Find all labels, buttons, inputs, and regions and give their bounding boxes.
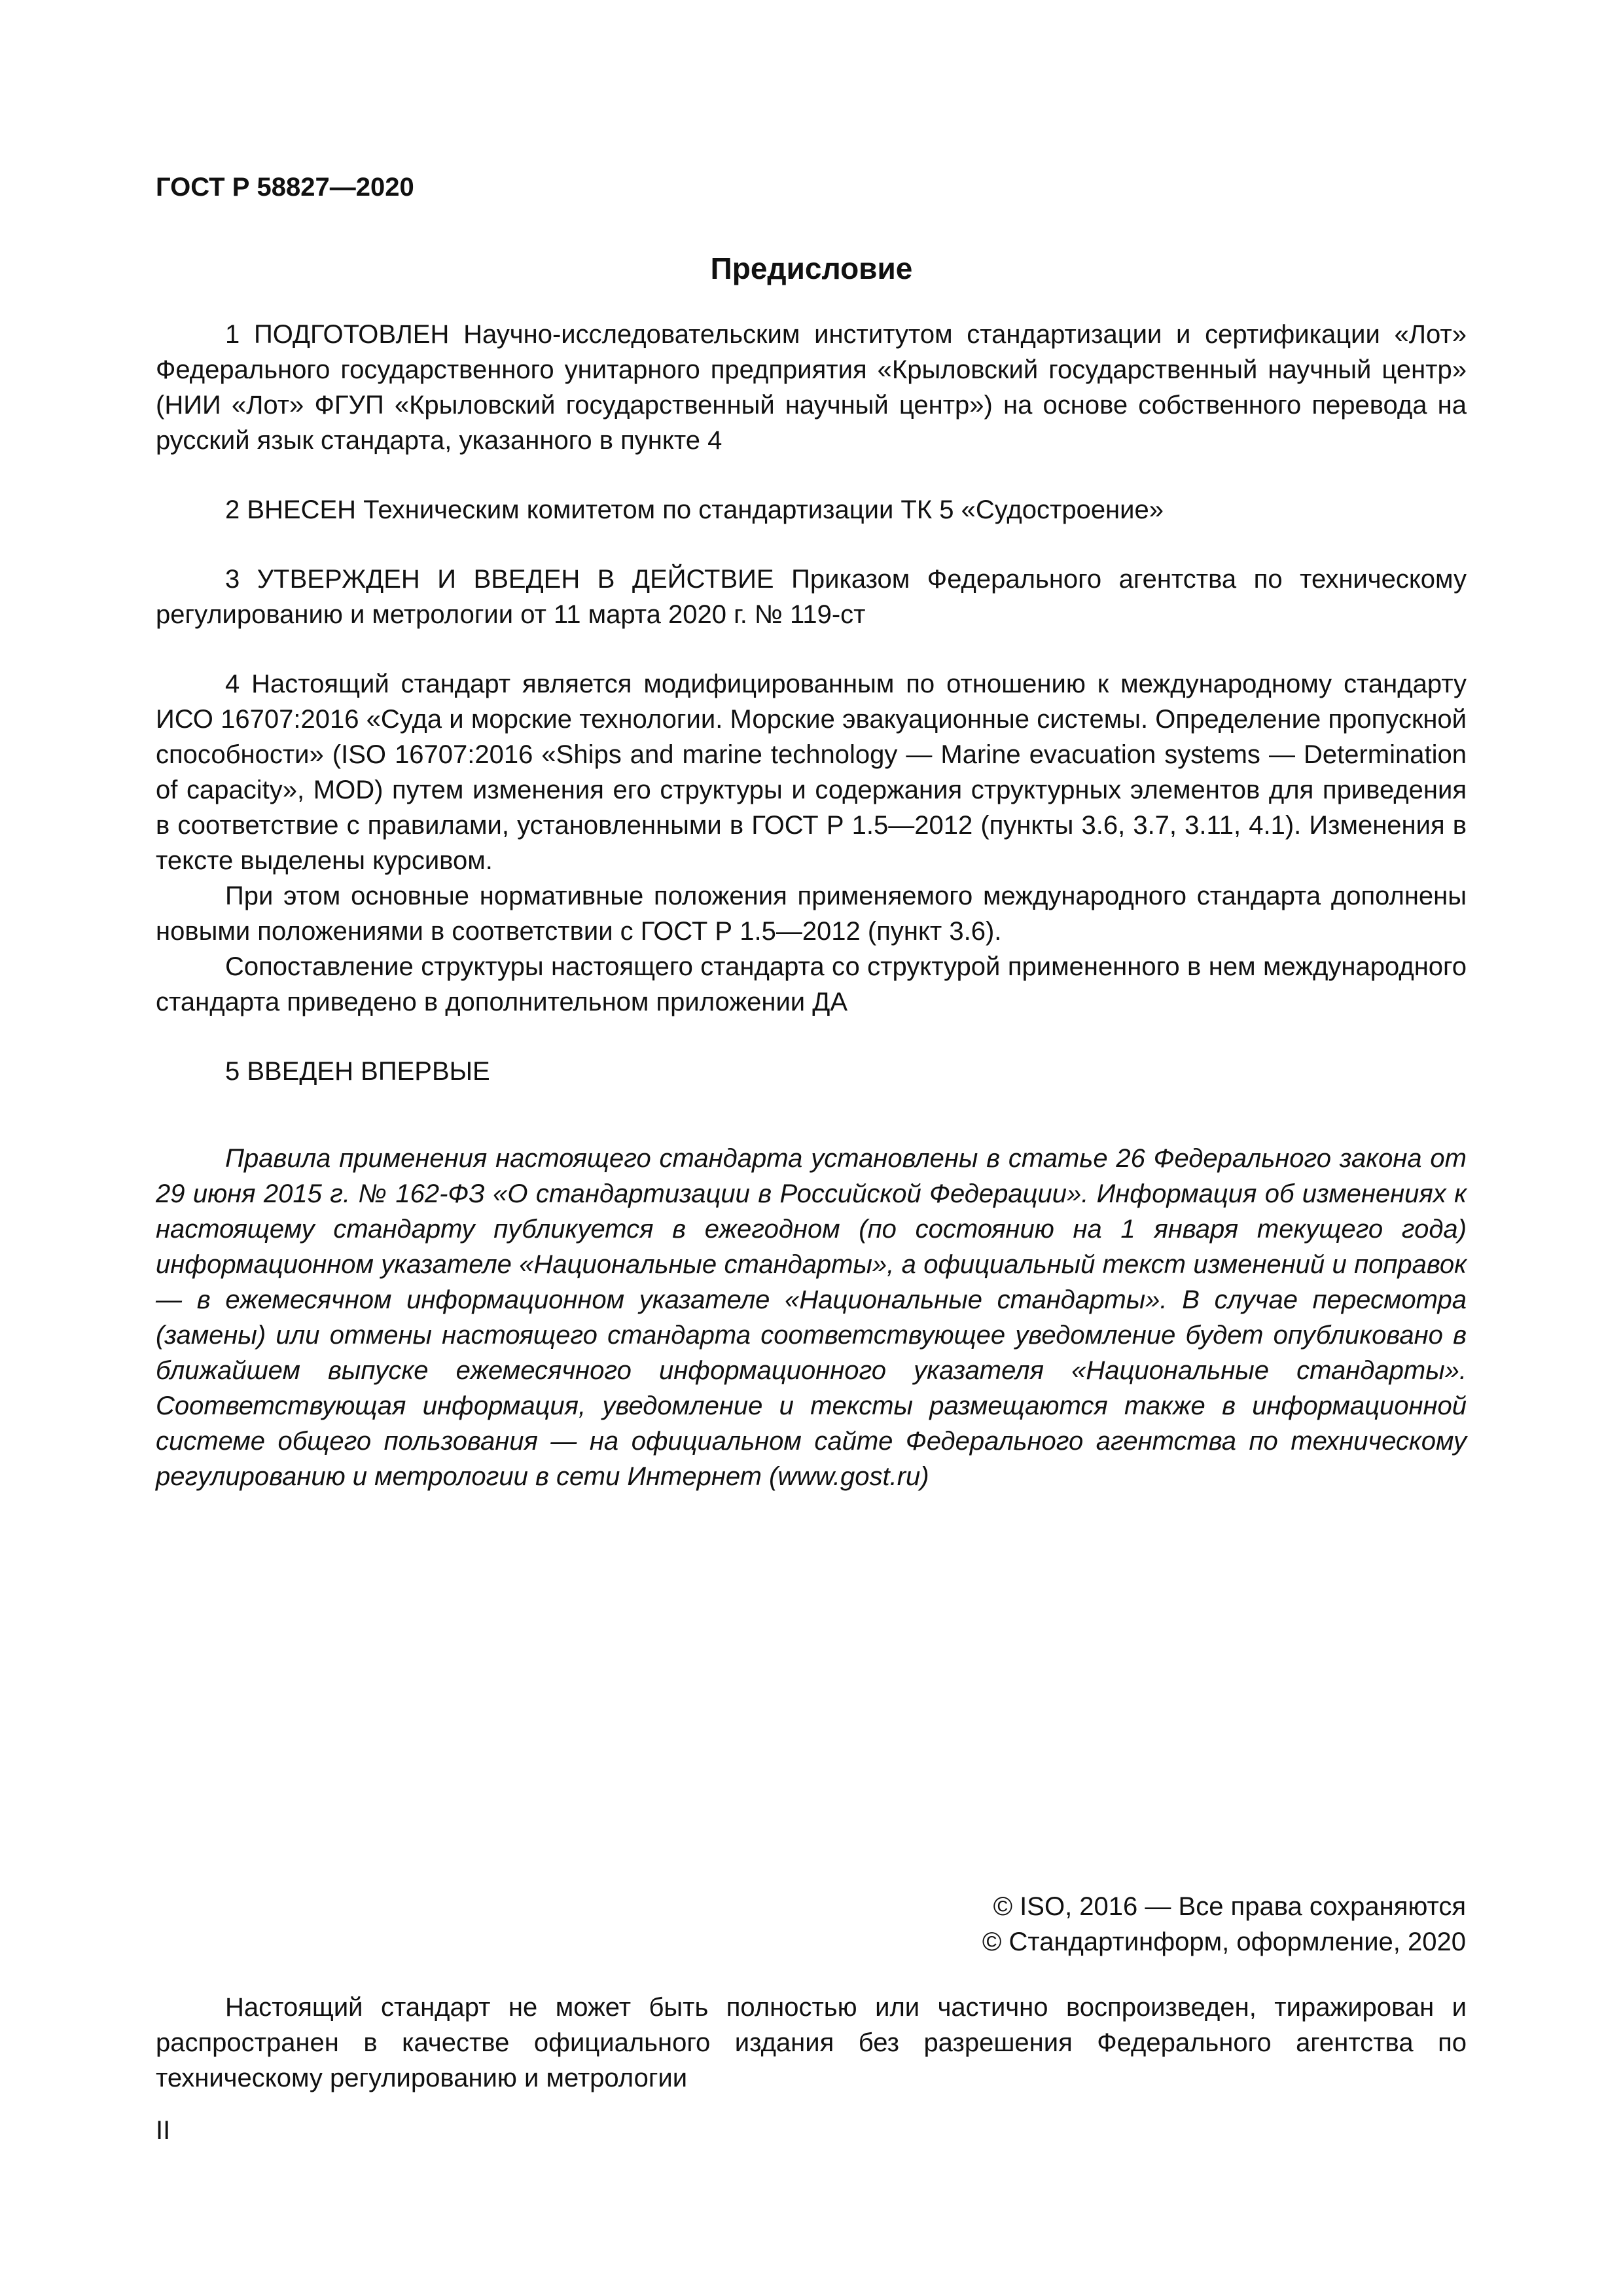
item-prepared: 1 ПОДГОТОВЛЕН Научно-исследовательским институтом стандартизации и сертификации «Лот» Федерального государственного унитарного предприятия «Крыловский государственный научный центр» (НИИ «Лот» ФГУП «Крыловский государственный научный центр») на основе собственного перевода на русский язык стандарта, указанного в пункте 4: [156, 320, 1467, 455]
spacer: [156, 632, 1467, 666]
application-rules-notice: Правила применения настоящего стандарта установлены в статье 26 Федерального закона от 29 июня 2015 г. № 162-ФЗ «О стандартизации в Российской Федерации». Информация об изменениях к настоящему стандарту публикуется в ежегодном (по состоянию на 1 января текущего года) информационном указателе «Национальные стандарты», а официальный текст изменений и поправок — в ежемесячном информационном указателе «Национальные стандарты». В случае пересмотра (замены) или отмены настоящего стандарта соответствующее уведомление будет опубликовано в ближайшем выпуске ежемесячного информационного указателя «Национальные стандарты». Соответствующая информация, уведомление и тексты размещаются также в информационной системе общего пользования — на официальном сайте Федерального агентства по техническому регулированию и метрологии в сети Интернет (www.gost.ru): [156, 1144, 1467, 1491]
copyright-block: [982, 1889, 1466, 1960]
spacer: [156, 458, 1467, 492]
item-first-introduced: 5 ВВЕДЕН ВПЕРВЫЕ: [225, 1057, 490, 1086]
document-code: ГОСТ Р 58827—2020: [156, 173, 414, 202]
item-submitted: 2 ВНЕСЕН Техническим комитетом по стандартизации ТК 5 «Судостроение»: [225, 495, 1164, 524]
page-number: II: [156, 2116, 171, 2145]
copyright-standartinform: © Стандартинформ, оформление, 2020: [982, 1928, 1466, 1956]
item-approved: 3 УТВЕРЖДЕН И ВВЕДЕН В ДЕЙСТВИЕ Приказом Федерального агентства по техническому регулированию и метрологии от 11 марта 2020 г. № 119-ст: [156, 565, 1467, 629]
item-modified-additions: При этом основные нормативные положения применяемого международного стандарта дополнены новыми положениями в соответствии с ГОСТ Р 1.5—2012 (пункт 3.6).: [156, 882, 1467, 946]
copyright-iso: © ISO, 2016 — Все права сохраняются: [993, 1892, 1466, 1921]
spacer: [156, 528, 1467, 562]
page-title: Предисловие: [710, 251, 913, 285]
foreword-body: [156, 317, 1467, 1089]
item-modified-comparison: Сопоставление структуры настоящего стандарта со структурой примененного в нем международного стандарта приведено в дополнительном приложении ДА: [156, 952, 1467, 1016]
reproduction-restriction: Настоящий стандарт не может быть полностью или частично воспроизведен, тиражирован и распространен в качестве официального издания без разрешения Федерального агентства по техническому регулированию и метрологии: [156, 1993, 1467, 2092]
spacer: [156, 1020, 1467, 1054]
item-modified-standard: 4 Настоящий стандарт является модифицированным по отношению к международному стандарту ИСО 16707:2016 «Суда и морские технологии. Морские эвакуационные системы. Определение пропускной способности» (ISO 16707:2016 «Ships and marine technology — Marine evacuation systems — Determination of capacity», MOD) путем изменения его структуры и содержания структурных элементов для приведения в соответствие с правилами, установленными в ГОСТ Р 1.5—2012 (пункты 3.6, 3.7, 3.11, 4.1). Изменения в тексте выделены курсивом.: [156, 670, 1467, 875]
